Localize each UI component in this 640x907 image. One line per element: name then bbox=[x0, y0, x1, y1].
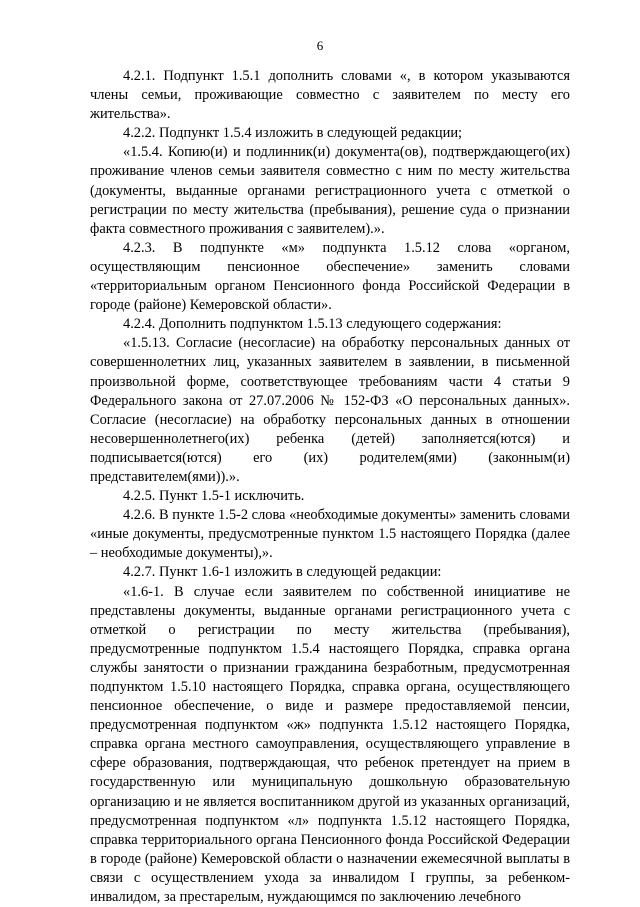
page-number: 6 bbox=[316, 38, 324, 53]
paragraph-4-2-6: 4.2.6. В пункте 1.5-2 слова «необходимые документы» заменить словами «иные документы, предусмотренные пунктом 1.5 настоящего Порядка (далее – необходимые документы),». bbox=[90, 507, 570, 562]
paragraph-4-2-1: 4.2.1. Подпункт 1.5.1 дополнить словами «, в котором указываются члены семьи, проживающие совместно с заявителем по месту его жительства». bbox=[90, 68, 570, 123]
paragraph-4-2-2: 4.2.2. Подпункт 1.5.4 изложить в следующей редакции; bbox=[123, 125, 463, 142]
paragraph-4-2-5: 4.2.5. Пункт 1.5-1 исключить. bbox=[123, 488, 305, 505]
paragraph-1-5-4-quote: «1.5.4. Копию(и) и подлинник(и) документа(ов), подтверждающего(их) проживание членов семьи заявителя совместно с ним по месту жительства (документы, выданные органами регистрационного учета с отметкой о регистрации по месту жительства (пребывания), решение суда о признании факта совместного проживания с заявителем).». bbox=[90, 144, 570, 237]
paragraph-4-2-4: 4.2.4. Дополнить подпунктом 1.5.13 следующего содержания: bbox=[123, 316, 502, 333]
paragraph-4-2-7: 4.2.7. Пункт 1.6-1 изложить в следующей редакции: bbox=[123, 564, 442, 581]
paragraph-1-5-13-quote: «1.5.13. Согласие (несогласие) на обработку персональных данных от совершеннолетних лиц, указанных заявителем в заявлении, в письменной произвольной форме, соответствующее требованиям части 4 статьи 9 Федерального закона от 27.07.2006 № 152-ФЗ «О персональных данных». Согласие (несогласие) на обработку персональных данных в отношении несовершеннолетнего(их) ребенка (детей) заполняется(ются) и подписывается(ются) его (их) родителем(ями) (законным(и) представителем(ями)).». bbox=[90, 335, 570, 485]
document-body bbox=[90, 67, 570, 907]
paragraph-1-6-1-quote: «1.6-1. В случае если заявителем по собственной инициативе не представлены документы, выданные органами регистрационного учета с отметкой о регистрации по месту жительства (пребывания), предусмотренные подпунктом 1.5.4 настоящего Порядка, справка органа службы занятости о признании гражданина безработным, предусмотренная подпунктом 1.5.10 настоящего Порядка, справка органа, осуществляющего пенсионное обеспечение, о виде и размере предоставляемой пенсии, предусмотренная подпунктом «ж» подпункта 1.5.12 настоящего Порядка, справка органа местного самоуправления, осуществляющего управление в сфере образования, подтверждающая, что ребенок претендует на прием в государственную или муниципальную дошкольную образовательную организацию и не является воспитанником другой из указанных организаций, предусмотренная подпунктом «л» подпункта 1.5.12 настоящего Порядка, справка территориального органа Пенсионного фонда Российской Федерации в городе (районе) Кемеровской области о назначении ежемесячной выплаты в связи с осуществлением ухода за инвалидом I группы, за ребенком-инвалидом, за престарелым, нуждающимся по заключению лечебного bbox=[90, 583, 570, 906]
paragraph-4-2-3: 4.2.3. В подпункте «м» подпункта 1.5.12 слова «органом, осуществляющим пенсионное обеспечение» заменить словами «территориальным органом Пенсионного фонда Российской Федерации в городе (районе) Кемеровской области». bbox=[90, 239, 570, 314]
